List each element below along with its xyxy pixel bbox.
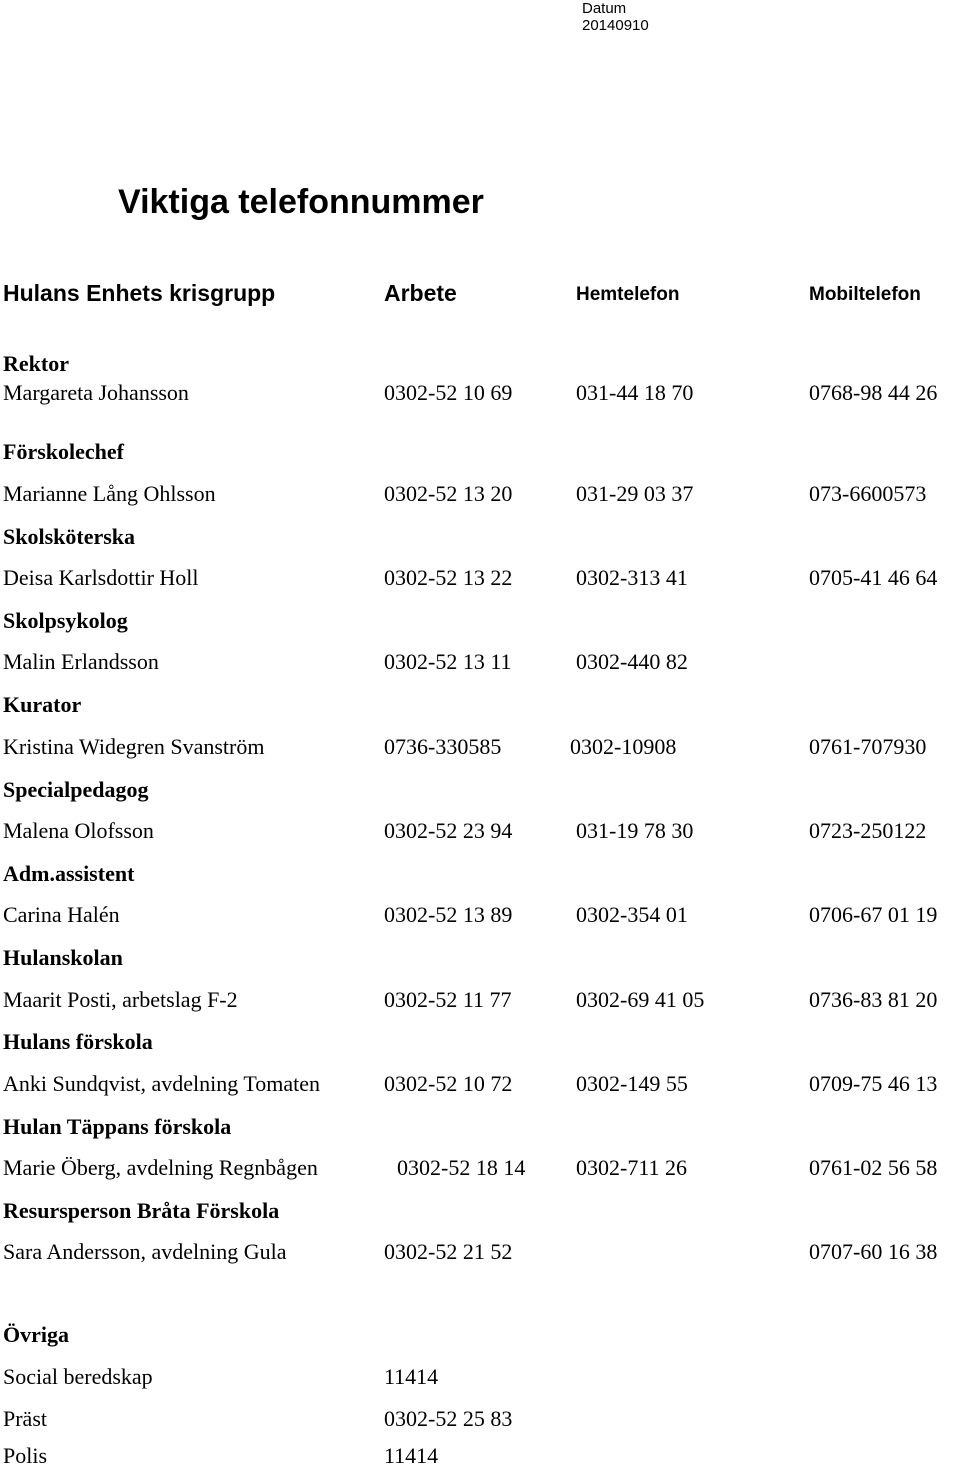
contact-work-phone: 0736-330585	[384, 734, 502, 759]
contact-role: Hulan Täppans förskola	[3, 1114, 232, 1139]
contact-mobile-phone: 0768-98 44 26	[809, 380, 938, 405]
column-header-mobile: Mobiltelefon	[809, 284, 921, 305]
contact-home-phone: 0302-10908	[570, 734, 677, 759]
contact-home-phone: 0302-313 41	[576, 565, 688, 590]
contact-name: Marianne Lång Ohlsson	[3, 481, 216, 506]
other-heading: Övriga	[3, 1322, 69, 1347]
other-item-number: 11414	[384, 1364, 439, 1389]
contact-name: Malena Olofsson	[3, 818, 154, 843]
contact-mobile-phone: 0736-83 81 20	[809, 987, 938, 1012]
contact-work-phone: 0302-52 13 22	[384, 565, 513, 590]
other-item-name: Präst	[3, 1406, 47, 1431]
date-label: Datum	[582, 0, 627, 17]
contact-role: Resursperson Bråta Förskola	[3, 1198, 280, 1223]
page-title: Viktiga telefonnummer	[118, 183, 484, 221]
contact-work-phone: 0302-52 13 20	[384, 481, 513, 506]
contact-role: Skolsköterska	[3, 524, 136, 549]
contact-role: Förskolechef	[3, 439, 124, 464]
other-item-name: Social beredskap	[3, 1364, 153, 1389]
contact-work-phone: 0302-52 10 69	[384, 380, 513, 405]
column-header-home: Hemtelefon	[576, 284, 680, 305]
column-header-group: Hulans Enhets krisgrupp	[3, 280, 276, 306]
other-item-name: Polis	[3, 1443, 48, 1468]
contact-mobile-phone: 0705-41 46 64	[809, 565, 938, 590]
contact-name: Maarit Posti, arbetslag F-2	[3, 987, 238, 1012]
contact-home-phone: 031-19 78 30	[576, 818, 694, 843]
date-value: 20140910	[582, 17, 649, 34]
contact-role: Rektor	[3, 351, 69, 376]
contact-role: Specialpedagog	[3, 777, 149, 802]
contact-home-phone: 0302-149 55	[576, 1071, 688, 1096]
contact-role: Kurator	[3, 692, 82, 717]
contact-name: Anki Sundqvist, avdelning Tomaten	[3, 1071, 321, 1096]
contact-mobile-phone: 0761-02 56 58	[809, 1155, 938, 1180]
contact-work-phone: 0302-52 10 72	[384, 1071, 513, 1096]
contact-mobile-phone: 0761-707930	[809, 734, 927, 759]
contact-mobile-phone: 0707-60 16 38	[809, 1239, 938, 1264]
contact-name: Sara Andersson, avdelning Gula	[3, 1239, 287, 1264]
contact-name: Marie Öberg, avdelning Regnbågen	[3, 1155, 318, 1180]
contact-name: Kristina Widegren Svanström	[3, 734, 265, 759]
contact-work-phone: 0302-52 11 77	[384, 987, 512, 1012]
contact-mobile-phone: 0723-250122	[809, 818, 927, 843]
contact-role: Hulanskolan	[3, 945, 123, 970]
contact-home-phone: 0302-354 01	[576, 902, 688, 927]
contact-mobile-phone: 073-6600573	[809, 481, 927, 506]
contact-role: Adm.assistent	[3, 861, 135, 886]
other-item-number: 0302-52 25 83	[384, 1406, 513, 1431]
contact-home-phone: 0302-69 41 05	[576, 987, 705, 1012]
contact-home-phone: 031-29 03 37	[576, 481, 694, 506]
other-item-number: 11414	[384, 1443, 439, 1468]
contact-work-phone: 0302-52 13 89	[384, 902, 513, 927]
contact-name: Deisa Karlsdottir Holl	[3, 565, 199, 590]
contact-role: Hulans förskola	[3, 1029, 153, 1054]
contact-role: Skolpsykolog	[3, 608, 128, 633]
column-header-work: Arbete	[384, 280, 457, 306]
contact-name: Margareta Johansson	[3, 380, 189, 405]
contact-work-phone: 0302-52 13 11	[384, 649, 512, 674]
contact-mobile-phone: 0706-67 01 19	[809, 902, 938, 927]
contact-home-phone: 0302-440 82	[576, 649, 688, 674]
contact-home-phone: 031-44 18 70	[576, 380, 694, 405]
contact-mobile-phone: 0709-75 46 13	[809, 1071, 938, 1096]
contact-work-phone: 0302-52 23 94	[384, 818, 513, 843]
contact-work-phone: 0302-52 18 14	[397, 1155, 526, 1180]
contact-work-phone: 0302-52 21 52	[384, 1239, 513, 1264]
contact-name: Carina Halén	[3, 902, 120, 927]
contact-home-phone: 0302-711 26	[576, 1155, 688, 1180]
contact-name: Malin Erlandsson	[3, 649, 159, 674]
